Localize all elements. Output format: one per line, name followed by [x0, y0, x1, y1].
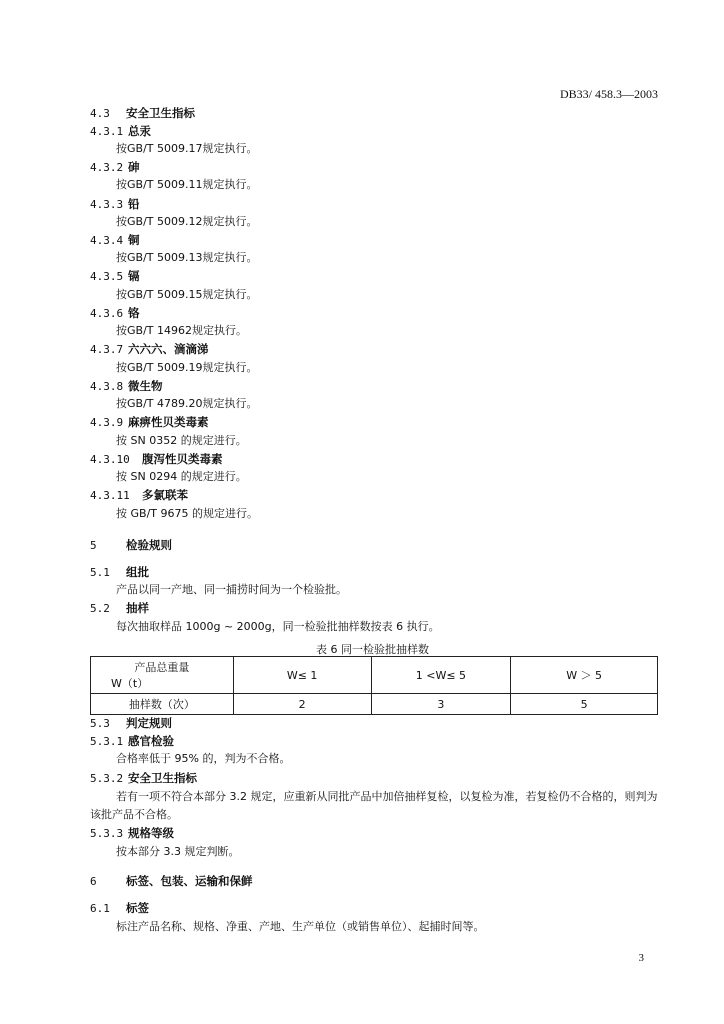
body-4-3-4: 按GB/T 5009.13规定执行。: [116, 251, 258, 264]
table-head-label-2: W（t）: [111, 677, 149, 690]
heading-5-3-1: 5.3.1 感官检验: [90, 734, 174, 748]
heading-4-3-10: 4.3.10 腹泻性贝类毒素: [90, 452, 223, 466]
heading-5-3-2: 5.3.2 安全卫生指标: [90, 771, 197, 785]
body-4-3-10: 按 SN 0294 的规定进行。: [116, 470, 247, 483]
heading-4-3-7: 4.3.7 六六六、滴滴涕: [90, 342, 209, 356]
table-head-col-3: W ＞ 5: [511, 657, 658, 694]
heading-4-3-5: 4.3.5 镉: [90, 269, 140, 283]
heading-5-1: 5.1 组批: [90, 565, 149, 579]
heading-4-3-1: 4.3.1 总汞: [90, 124, 151, 138]
body-4-3-11: 按 GB/T 9675 的规定进行。: [116, 507, 258, 520]
body-4-3-6: 按GB/T 14962规定执行。: [116, 324, 247, 337]
body-6-1: 标注产品名称、规格、净重、产地、生产单位（或销售单位）、起捕时间等。: [116, 920, 485, 933]
body-4-3-2: 按GB/T 5009.11规定执行。: [116, 178, 258, 191]
heading-4-3-2: 4.3.2 砷: [90, 160, 140, 174]
heading-4-3-11: 4.3.11 多氯联苯: [90, 488, 188, 502]
heading-6: 6 标签、包装、运输和保鲜: [90, 874, 253, 888]
table-cell-2: 3: [371, 694, 511, 715]
page-number: 3: [638, 952, 644, 964]
heading-4-3-9: 4.3.9 麻痹性贝类毒素: [90, 415, 209, 429]
heading-4-3-6: 4.3.6 铬: [90, 306, 140, 320]
body-5-2: 每次抽取样品 1000g ~ 2000g，同一检验批抽样数按表 6 执行。: [116, 620, 440, 633]
table-cell-1: 2: [233, 694, 371, 715]
body-4-3-9: 按 SN 0352 的规定进行。: [116, 434, 247, 447]
table-header-row: [91, 657, 658, 694]
heading-6-1: 6.1 标签: [90, 901, 149, 915]
table-head-label-1: 产品总重量: [134, 661, 190, 674]
table-row-label: 抽样数（次）: [91, 694, 234, 715]
body-5-1: 产品以同一产地、同一捕捞时间为一个检验批。: [116, 583, 347, 596]
heading-4-3-4: 4.3.4 铜: [90, 233, 140, 247]
table-head-col-1: W≤ 1: [233, 657, 371, 694]
table-6-caption: 表 6 同一检验批抽样数: [316, 643, 429, 656]
body-4-3-1: 按GB/T 5009.17规定执行。: [116, 142, 258, 155]
table-cell-3: 5: [511, 694, 658, 715]
heading-5-3-3: 5.3.3 规格等级: [90, 826, 174, 840]
heading-4-3: 4.3 安全卫生指标: [90, 106, 195, 120]
body-4-3-5: 按GB/T 5009.15规定执行。: [116, 288, 258, 301]
body-4-3-3: 按GB/T 5009.12规定执行。: [116, 215, 258, 228]
body-5-3-1: 合格率低于 95% 的，判为不合格。: [116, 752, 291, 765]
heading-5-3: 5.3 判定规则: [90, 716, 172, 730]
table-6: [90, 656, 658, 715]
heading-4-3-3: 4.3.3 铅: [90, 197, 140, 211]
heading-5-2: 5.2 抽样: [90, 601, 149, 615]
heading-4-3-8: 4.3.8 微生物: [90, 379, 163, 393]
body-4-3-8: 按GB/T 4789.20规定执行。: [116, 397, 258, 410]
heading-5: 5 检验规则: [90, 538, 172, 552]
body-5-3-2: 若有一项不符合本部分 3.2 规定，应重新从同批产品中加倍抽样复检，以复检为准，若复检仍不合格的，则判为该批产品不合格。: [90, 790, 658, 821]
table-head-col-2: 1 <W≤ 5: [371, 657, 511, 694]
table-row: [91, 694, 658, 715]
table-head-weight: [91, 657, 234, 694]
document-code: DB33/ 458.3—2003: [559, 87, 658, 101]
body-5-3-3: 按本部分 3.3 规定判断。: [116, 845, 240, 858]
body-4-3-7: 按GB/T 5009.19规定执行。: [116, 361, 258, 374]
